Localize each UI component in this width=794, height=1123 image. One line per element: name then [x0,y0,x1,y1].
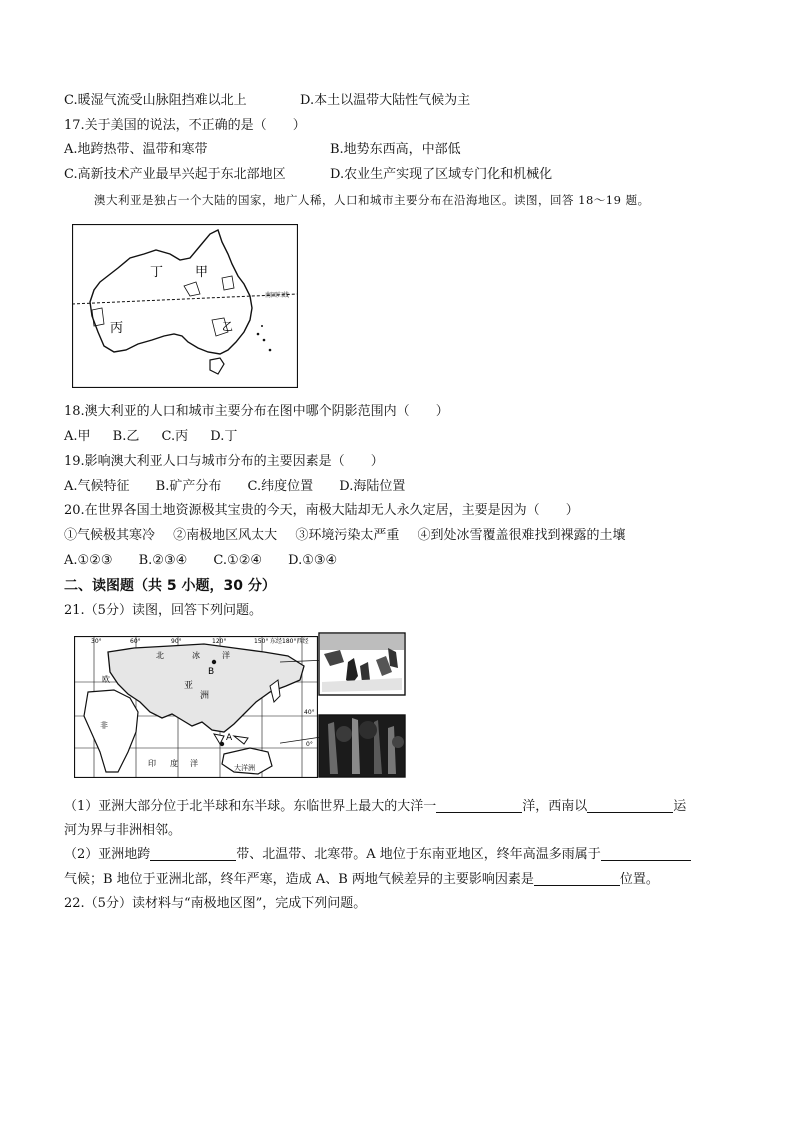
region-dayangzhou: 大洋洲 [234,764,255,772]
photo-snow-scene [318,632,406,696]
q20-item-4: ④到处冰雪覆盖很难找到裸露的土壤 [417,528,626,543]
q20-items [64,527,625,545]
q20-options [64,552,337,570]
q18-option-b: B.乙 [112,429,140,444]
q21-blank-climate[interactable] [601,846,691,861]
q16-option-c: C.暖湿气流受山脉阻挡难以北上 [64,93,247,108]
q16-option-d: D.本土以温带大陆性气候为主 [300,93,471,108]
q17-option-d: D.农业生产实现了区域专门化和机械化 [330,167,553,182]
intro-18-19: 澳大利亚是独占一个大陆的国家，地广人稀，人口和城市主要分布在沿海地区。读图，回答 18～19 题。 [94,193,650,207]
q20-item-3: ③环境污染太严重 [295,528,400,543]
region-yin: 印 [148,759,156,768]
lon-label-150: 150° [254,638,269,645]
q19-stem-end: ） [370,454,384,469]
lon-label-60: 60° [130,638,141,645]
lon-label-30: 30° [91,638,102,645]
map-label-jia: 甲 [195,265,209,280]
q21-blank-ocean[interactable] [436,798,522,813]
q19-option-a: A.气候特征 [64,479,130,494]
q17-option-b: B.地势东西高，中部低 [330,142,461,157]
q17-stem [64,117,306,135]
q21-p1-text-c: 运 [673,799,687,814]
q17-option-a: A.地跨热带、温带和寒带 [64,142,208,157]
q18-stem-end: ） [435,404,449,419]
q20-stem-end: ） [565,503,579,518]
region-zhou: 洲 [200,691,210,701]
map-label-ding: 丁 [150,265,164,280]
q17-stem-text: 17.关于美国的说法，不正确的是（ [64,118,267,133]
lat-label-40: 40° [304,709,315,716]
q21-blank-factor[interactable] [534,871,620,886]
q18-stem-text: 18.澳大利亚的人口和城市主要分布在图中哪个阴影范围内（ [64,404,410,419]
section-2-title: 二、读图题（共 5 小题，30 分） [64,578,276,594]
region-fei: 非 [100,721,108,730]
q21-part2-line2 [64,871,659,889]
q19-stem-text: 19.影响澳大利亚人口与城市分布的主要因素是（ [64,454,345,469]
q17-option-c: C.高新技术产业最早兴起于东北部地区 [64,167,286,182]
q19-stem [64,453,384,471]
q21-part2-line1 [64,846,691,864]
q17-stem-end: ） [292,118,306,133]
region-yang-2: 洋 [190,759,198,768]
q18-option-c: C.丙 [161,429,189,444]
q21-p1-text-d: 河为界与非洲相邻。 [64,823,182,838]
region-yang: 洋 [222,651,230,660]
q21-p2-text-b: 带、北温带、北寒带。A 地位于东南亚地区，终年高温多雨属于 [236,847,601,862]
q21-p1-text-a: （1）亚洲大部分位于北半球和东半球。东临世界上最大的大洋一 [64,799,437,814]
lon-label-120: 120° [212,638,227,645]
region-bing: 冰 [192,651,200,660]
q19-option-d: D.海陆位置 [339,479,406,494]
q21-blank-canal[interactable] [587,798,673,813]
q20-stem-text: 20.在世界各国土地资源极其宝贵的今天，南极大陆却无人永久定居，主要是因为（ [64,503,540,518]
map-label-bing: 丙 [110,321,124,336]
q21-blank-zone[interactable] [150,846,236,861]
region-ou: 欧 [102,675,110,684]
q18-stem [64,403,449,421]
lon-label-180: 东经180°西经 [270,638,309,645]
q19-option-c: C.纬度位置 [247,479,314,494]
q18-options [64,428,237,446]
q19-options [64,478,405,496]
q19-option-b: B.矿产分布 [155,479,222,494]
tropic-label: 南回归线 [265,292,290,299]
q20-stem [64,502,579,520]
lon-label-90: 90° [171,638,182,645]
q21-p2-text-d: 位置。 [619,872,659,887]
q20-option-d: D.①③④ [288,553,338,568]
australia-map [72,224,298,388]
q21-stem: 21.（5分）读图，回答下列问题。 [64,603,262,618]
region-ya: 亚 [184,681,194,691]
asia-map-point-b: B [208,667,215,677]
q20-option-a: A.①②③ [64,553,113,568]
q18-option-a: A.甲 [64,429,91,444]
lat-label-0: 0° [306,741,313,748]
asia-map-point-a: A [226,733,233,743]
region-bei: 北 [156,651,164,660]
q20-option-b: B.②③④ [138,553,188,568]
q21-p1-text-b: 洋，西南以 [522,799,588,814]
q21-p2-text-a: （2）亚洲地跨 [64,847,151,862]
region-du: 度 [170,759,178,768]
q21-p2-text-c: 气候；B 地位于亚洲北部，终年严寒，造成 A、B 两地气候差异的主要影响因素是 [64,872,534,887]
q22-stem: 22.（5分）读材料与“南极地区图”，完成下列问题。 [64,896,367,911]
q21-part1-line1 [64,798,686,816]
q20-option-c: C.①②④ [213,553,263,568]
q20-item-2: ②南极地区风太大 [173,528,278,543]
q20-item-1: ①气候极其寒冷 [64,528,156,543]
map-label-yi: 乙 [222,320,233,333]
photo-rainforest [318,714,406,778]
q18-option-d: D.丁 [210,429,238,444]
